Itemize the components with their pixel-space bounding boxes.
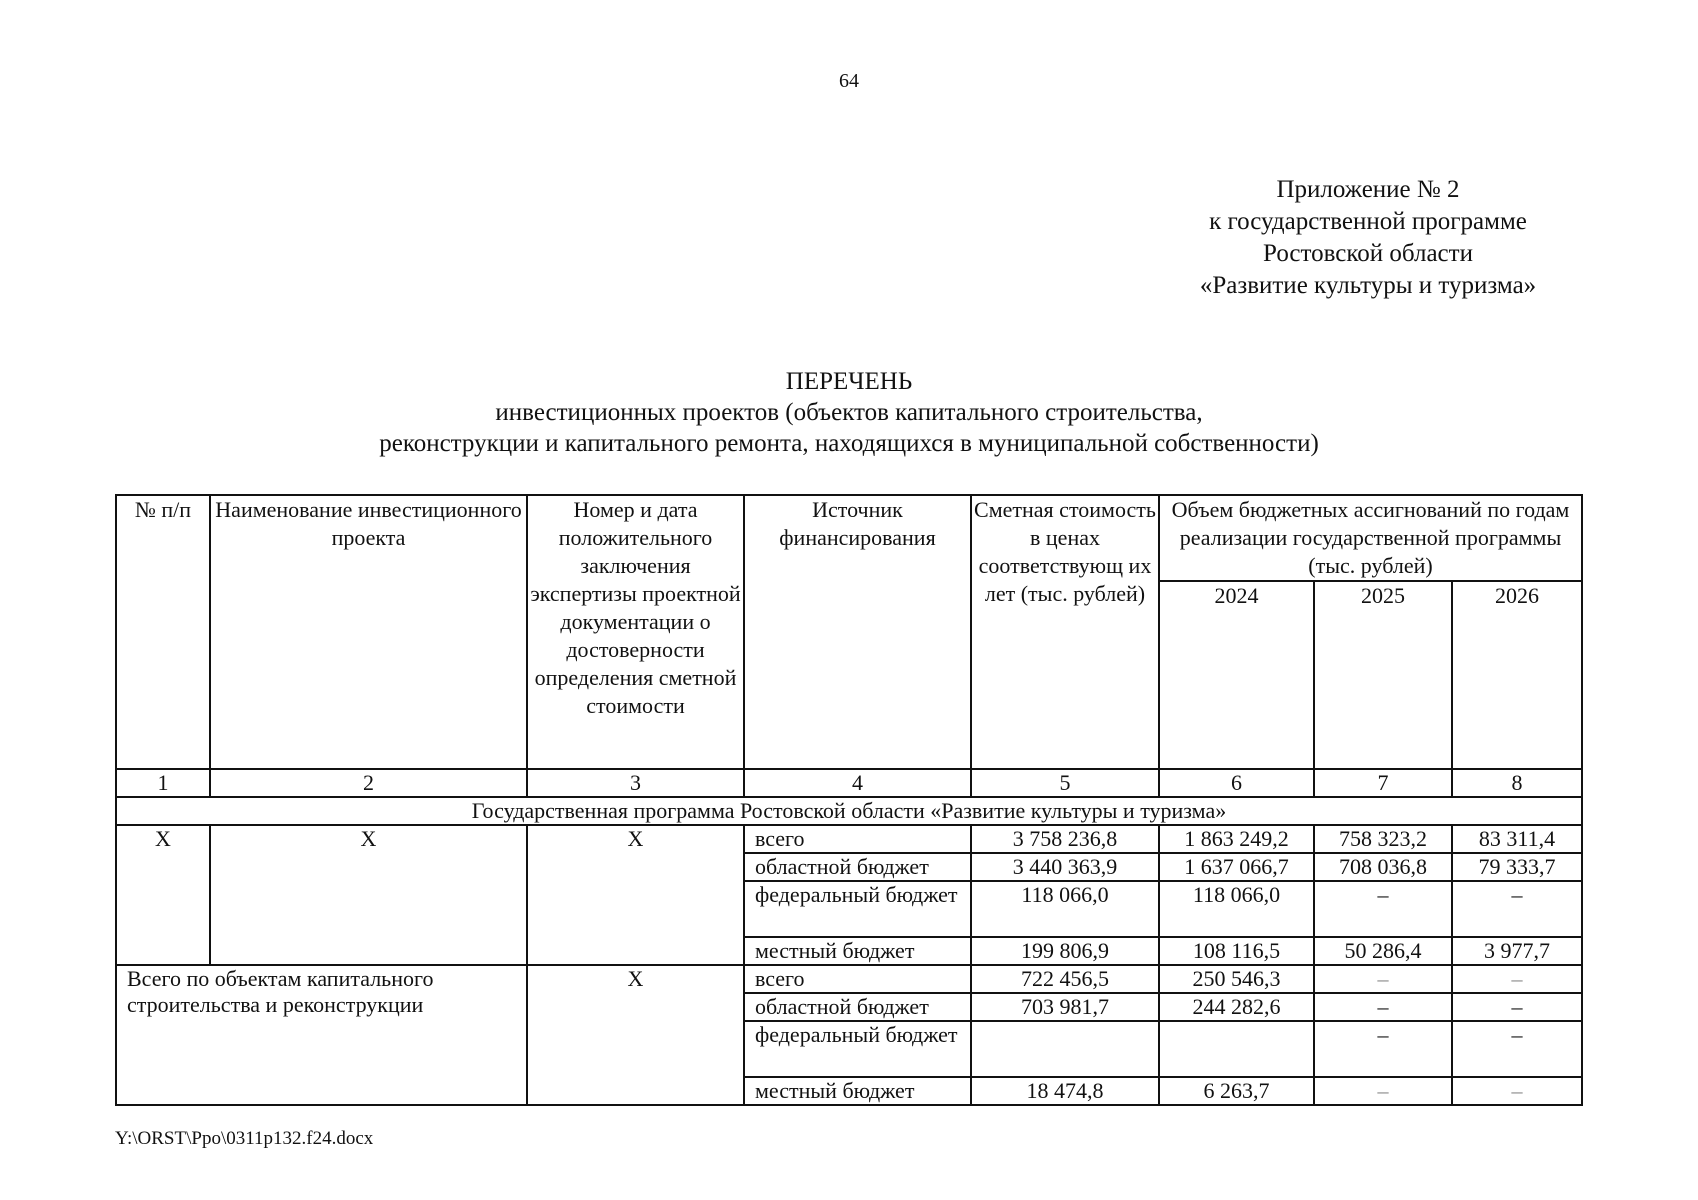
amount-2025: 50 286,4	[1314, 937, 1452, 965]
program-title-row	[116, 797, 1582, 825]
header-funding-source: Источник финансирования	[744, 495, 971, 769]
estimated-cost: 118 066,0	[971, 881, 1159, 937]
header-year-2025: 2025	[1314, 581, 1452, 769]
header-project-name: Наименование инвестиционного проекта	[210, 495, 527, 769]
amount-2024: 1 863 249,2	[1159, 825, 1314, 853]
amount-2025: –	[1314, 965, 1452, 993]
funding-source: областной бюджет	[744, 993, 971, 1021]
header-expertise: Номер и дата положительного заключения экспертизы проектной документации о достоверности определения сметной стоимости	[527, 495, 744, 769]
title-main: ПЕРЕЧЕНЬ	[785, 368, 913, 395]
amount-2025: –	[1314, 1021, 1452, 1077]
footer-file-path: Y:\ORST\Ppo\0311p132.f24.docx	[115, 1128, 374, 1149]
estimated-cost: 3 440 363,9	[971, 853, 1159, 881]
column-number: 6	[1159, 769, 1314, 797]
investment-projects-table	[115, 494, 1583, 1106]
program-title: Государственная программа Ростовской области «Развитие культуры и туризма»	[116, 797, 1582, 825]
column-number: 1	[116, 769, 210, 797]
funding-source: всего	[744, 965, 971, 993]
estimated-cost	[971, 1021, 1159, 1077]
amount-2026: 79 333,7	[1452, 853, 1582, 881]
column-number: 7	[1314, 769, 1452, 797]
column-number: 5	[971, 769, 1159, 797]
document-title	[0, 366, 1698, 459]
table-row	[116, 825, 1582, 853]
column-number: 2	[210, 769, 527, 797]
amount-2025: –	[1314, 881, 1452, 937]
block1-expertise: Х	[527, 825, 744, 965]
amount-2026: 3 977,7	[1452, 937, 1582, 965]
title-line: инвестиционных проектов (объектов капитального строительства,	[495, 399, 1203, 426]
header-row	[116, 495, 1582, 581]
estimated-cost: 722 456,5	[971, 965, 1159, 993]
block1-project-name: Х	[210, 825, 527, 965]
header-estimated-cost: Сметная стоимость в ценах соответствующ их лет (тыс. рублей)	[971, 495, 1159, 769]
amount-2025: –	[1314, 1077, 1452, 1105]
table-row	[116, 965, 1582, 993]
amount-2024: 1 637 066,7	[1159, 853, 1314, 881]
funding-source: федеральный бюджет	[744, 1021, 971, 1077]
appendix-line: к государственной программе	[1209, 208, 1527, 235]
amount-2024: 6 263,7	[1159, 1077, 1314, 1105]
amount-2026: –	[1452, 993, 1582, 1021]
header-number: № п/п	[116, 495, 210, 769]
estimated-cost: 199 806,9	[971, 937, 1159, 965]
funding-source: местный бюджет	[744, 937, 971, 965]
funding-source: федеральный бюджет	[744, 881, 971, 937]
amount-2024: 118 066,0	[1159, 881, 1314, 937]
header-year-2026: 2026	[1452, 581, 1582, 769]
column-number: 8	[1452, 769, 1582, 797]
title-line: реконструкции и капитального ремонта, находящихся в муниципальной собственности)	[379, 430, 1319, 457]
amount-2025: 708 036,8	[1314, 853, 1452, 881]
appendix-block	[1158, 174, 1578, 302]
totals-label: Всего по объектам капитального строительства и реконструкции	[116, 965, 527, 1105]
amount-2024	[1159, 1021, 1314, 1077]
funding-source: всего	[744, 825, 971, 853]
amount-2024: 108 116,5	[1159, 937, 1314, 965]
appendix-line: Приложение № 2	[1276, 176, 1460, 203]
amount-2026: –	[1452, 1021, 1582, 1077]
amount-2024: 250 546,3	[1159, 965, 1314, 993]
amount-2026: –	[1452, 1077, 1582, 1105]
page-number: 64	[839, 70, 859, 92]
amount-2024: 244 282,6	[1159, 993, 1314, 1021]
appendix-line: «Развитие культуры и туризма»	[1199, 272, 1537, 299]
column-number: 4	[744, 769, 971, 797]
header-budget-allocations: Объем бюджетных ассигнований по годам реализации государственной программы (тыс. рублей)	[1159, 495, 1582, 581]
estimated-cost: 3 758 236,8	[971, 825, 1159, 853]
column-numbers-row	[116, 769, 1582, 797]
amount-2026: 83 311,4	[1452, 825, 1582, 853]
header-year-2024: 2024	[1159, 581, 1314, 769]
estimated-cost: 703 981,7	[971, 993, 1159, 1021]
funding-source: местный бюджет	[744, 1077, 971, 1105]
amount-2026: –	[1452, 965, 1582, 993]
block1-number: Х	[116, 825, 210, 965]
block2-expertise: Х	[527, 965, 744, 1105]
column-number: 3	[527, 769, 744, 797]
amount-2025: –	[1314, 993, 1452, 1021]
estimated-cost: 18 474,8	[971, 1077, 1159, 1105]
amount-2025: 758 323,2	[1314, 825, 1452, 853]
appendix-line: Ростовской области	[1263, 240, 1473, 267]
amount-2026: –	[1452, 881, 1582, 937]
funding-source: областной бюджет	[744, 853, 971, 881]
